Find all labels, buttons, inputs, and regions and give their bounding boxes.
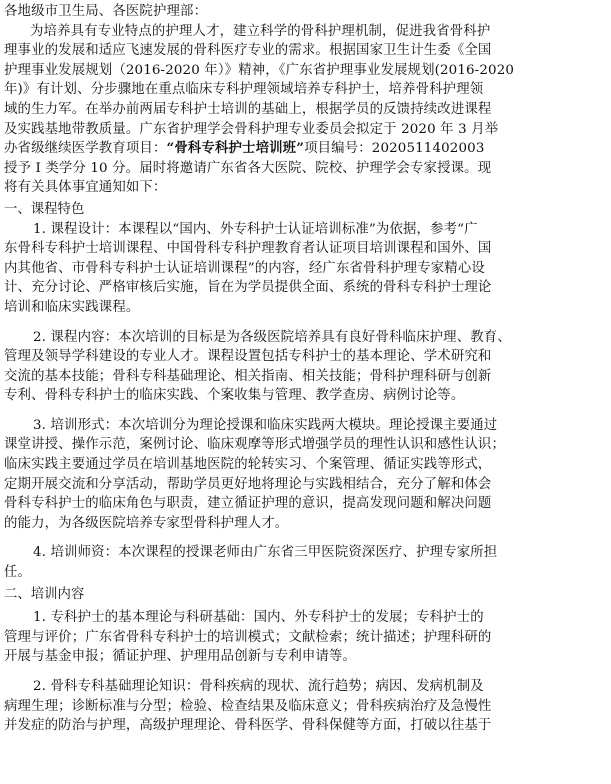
paragraph-line: 1. 专科护士的基本理论与科研基础：国内、外专科护士的发展；专科护士的	[33, 610, 484, 626]
paragraph-line: 2. 骨科专科基础理论知识：骨科疾病的现状、流行趋势；病因、发病机制及	[33, 679, 484, 694]
paragraph-line: 2. 课程内容：本次培训的目标是为各级医院培养具有良好骨科临床护理、教育、	[33, 329, 511, 345]
paragraph-line: 病理生理；诊断标准与分型；检验、检查结果及临床意义；骨科疾病治疗及急慢性	[4, 698, 492, 714]
paragraph-line: 的能力，为各级医院培养专家型骨科护理人才。	[4, 515, 289, 531]
section-title-course-features: 一、课程特色	[4, 201, 85, 217]
paragraph-line: 任。	[4, 565, 32, 581]
paragraph-line: 内其他省、市骨科专科护士认证培训课程”的内容，经广东省骨科护理专家精心设	[4, 260, 485, 276]
intro-line: 授予 I 类学分 10 分。届时将邀请广东省各大医院、院校、护理学会专家授课。现	[4, 160, 492, 176]
project-label: 办省级继续医学教育项目：	[4, 141, 167, 157]
intro-line: 年)》有计划、分步骤地在重点临床专科护理领域培养专科护士，培养骨科护理领	[4, 82, 484, 98]
intro-line: 护理事业发展规划（2016-2020 年）》精神，《广东省护理事业发展规划(2016-2020	[4, 62, 515, 78]
intro-line: 及实践基地带教质量。广东省护理学会骨科护理专业委员会拟定于 2020 年 3 月举	[4, 121, 499, 137]
paragraph-line: 课堂讲授、操作示范，案例讨论、临床观摩等形式增强学员的理性认识和感性认识；	[4, 437, 506, 453]
paragraph-line: 4. 培训师资：本次课程的授课老师由广东省三甲医院资深医疗、护理专家所担	[33, 545, 498, 561]
paragraph-line: 培训和临床实践课程。	[4, 299, 140, 315]
paragraph-line: 定期开展交流和分享活动，帮助学员更好地将理论与实践相结合，充分了解和体会	[4, 476, 492, 492]
paragraph-line: 计、充分讨论、严格审核后实施，旨在为学员提供全面、系统的骨科专科护士理论	[4, 280, 492, 296]
paragraph-line: 开展与基金申报；循证护理、护理用品创新与专利申请等。	[4, 649, 357, 665]
project-number: 项目编号：2020511402003	[304, 141, 485, 157]
intro-line: 将有关具体事宜通知如下：	[4, 180, 167, 196]
intro-line: 域的生力军。在举办前两届专科护士培训的基础上，根据学员的反馈持续改进课程	[4, 101, 492, 117]
project-name: “骨科专科护士培训班”	[166, 140, 305, 157]
intro-line: 为培养具有专业特点的护理人才，建立科学的骨科护理机制，促进我省骨科护	[30, 23, 491, 39]
paragraph-line: 管理与评价；广东省骨科专科护士的培训模式；文献检索；统计描述；护理科研的	[4, 629, 492, 645]
paragraph-line: 骨科专科护士的临床角色与职责，建立循证护理的意识，提高发现问题和解决问题	[4, 496, 492, 512]
salutation: 各地级市卫生局、各医院护理部：	[4, 4, 208, 19]
paragraph-line: 并发症的防治与护理，高级护理理论、骨科医学、骨科保健等方面，打破以往基于	[4, 718, 492, 734]
intro-line	[4, 139, 607, 159]
paragraph-line: 3. 培训形式：本次培训分为理论授课和临床实践两大模块。理论授课主要通过	[33, 417, 498, 433]
paragraph-line: 临床实践主要通过学员在培训基地医院的轮转实习、个案管理、循证实践等形式，	[4, 457, 492, 473]
section-title-training-content: 二、培训内容	[4, 586, 85, 602]
paragraph-line: 专利、骨科专科护士的临床实践、个案收集与管理、教学查房、病例讨论等。	[4, 388, 465, 404]
paragraph-line: 1. 课程设计：本课程以“国内、外专科护士认证培训标准”为依据，参考“广	[33, 221, 478, 237]
paragraph-line: 东骨科专科护士培训课程、中国骨科专科护理教育者认证项目培训课程和国外、国	[4, 241, 492, 257]
paragraph-line: 管理及领导学科建设的专业人才。课程设置包括专科护士的基本理论、学术研究和	[4, 349, 492, 365]
paragraph-line: 交流的基本技能；骨科专科基础理论、相关指南、相关技能；骨科护理科研与创新	[4, 368, 492, 384]
intro-line: 理事业的发展和适应飞速发展的骨科医疗专业的需求。根据国家卫生计生委《全国	[4, 43, 492, 59]
